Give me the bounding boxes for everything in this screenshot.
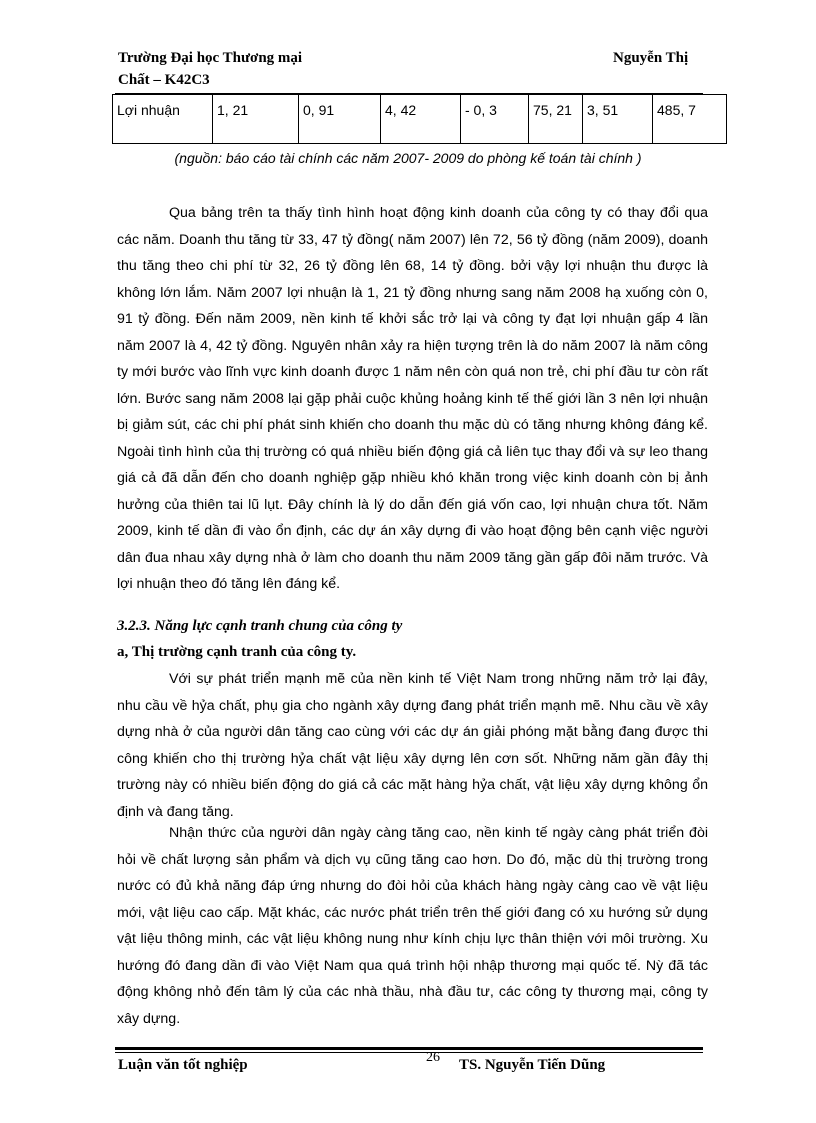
table-source-note: (nguồn: báo cáo tài chính các năm 2007- 2009 do phòng kế toán tài chính )	[174, 150, 642, 166]
paragraph-awareness: Nhận thức của người dân ngày càng tăng cao, nền kinh tế ngày càng phát triển đòi hỏi về chất lượng sản phẩm và dịch vụ cũng tăng cao hơn. Do đó, mặc dù thị trường trong nước có đủ khả năng đáp ứng nhưng do đòi hỏi của khách hàng ngày càng cao về vật liệu mới, vật liệu cao cấp. Mặt khác, các nước phát triển trên thế giới đang có xu hướng sử dụng vật liệu thông minh, các vật liệu không nung như kính chịu lực thân thiện với môi trường. Xu hướng đó đang dần đi vào Việt Nam qua quá trình hội nhập thương mại quốc tế. Nỳ đã tác động không nhỏ đến tâm lý của các nhà thầu, nhà đầu tư, các công ty thương mại, công ty xây dựng.	[117, 825, 708, 1027]
supervisor-name: TS. Nguyễn Tiến Dũng	[459, 1057, 606, 1073]
footer-divider-thin	[115, 1052, 703, 1053]
profit-table	[112, 94, 727, 144]
page-number: 26	[426, 1050, 440, 1065]
table-cell: - 0, 3	[461, 95, 529, 144]
school-name: Trường Đại học Thương mại	[118, 50, 303, 66]
table-cell: 75, 21	[529, 95, 583, 144]
table-cell: 4, 42	[381, 95, 461, 144]
author-name: Nguyễn Thị	[613, 50, 689, 66]
paragraph-analysis: Qua bảng trên ta thấy tình hình hoạt động kinh doanh của công ty có thay đổi qua các năm. Doanh thu tăng từ 33, 47 tỷ đồng( năm 2007) lên 72, 56 tỷ đồng (năm 2009), doanh thu tăng theo chi phí từ 32, 26 tỷ đồng lên 68, 14 tỷ đồng. bởi vậy lợi nhuận thu được là không lớn lắm. Năm 2007 lợi nhuận là 1, 21 tỷ đồng nhưng sang năm 2008 hạ xuống còn 0, 91 tỷ đồng. Đến năm 2009, nền kinh tế khởi sắc trở lại và công ty đạt lợi nhuận gấp 4 lần năm 2007 là 4, 42 tỷ đồng. Nguyên nhân xảy ra hiện tượng trên là do năm 2007 là năm công ty mới bước vào lĩnh vực kinh doanh được 1 năm nên còn quá non trẻ, chi phí đầu tư còn rất lớn. Bước sang năm 2008 lại gặp phải cuộc khủng hoảng kinh tế thế giới lần 3 nên lợi nhuận bị giảm sút, các chi phí phát sinh khiến cho doanh thu mặc dù có tăng nhưng không đáng kể. Ngoài tình hình của thị trường có quá nhiều biến động giá cả liên tục thay đổi và sự leo thang giá cả đã dẫn đến cho doanh nghiệp gặp nhiều khó khăn trong việc kinh doanh còn bị ảnh hưởng của thiên tai lũ lụt. Đây chính là lý do dẫn đến giá vốn cao, lợi nhuận chưa tốt. Năm 2009, kinh tế dần đi vào ổn định, các dự án xây dựng đi vào hoạt động bên cạnh việc người dân đua nhau xây dựng nhà ở làm cho doanh thu năm 2009 tăng gần gấp đôi năm trước. Và lợi nhuận theo đó tăng lên đáng kể.	[117, 205, 708, 592]
section-heading: 3.2.3. Năng lực cạnh tranh chung của công ty	[117, 618, 403, 634]
table-cell: 485, 7	[653, 95, 727, 144]
table-cell: 3, 51	[583, 95, 653, 144]
class-code: Chất – K42C3	[118, 72, 210, 88]
table-cell: 0, 91	[299, 95, 381, 144]
footer-divider-thick	[115, 1047, 703, 1050]
table-cell: 1, 21	[213, 95, 299, 144]
paragraph-market: Với sự phát triển mạnh mẽ của nền kinh tế Việt Nam trong những năm trở lại đây, nhu cầu về hỷa chất, phụ gia cho ngành xây dựng đang phát triển mạnh mẽ. Nhu cầu về xây dựng nhà ở của người dân tăng cao cùng với các dự án giải phóng mặt bằng đang được thi công khiến cho thị trường hỷa chất vật liệu xây dựng lên cơn sốt. Những năm gần đây thị trường này có nhiều biến động do giá cả các mặt hàng hỷa chất, vật liệu xây dựng không ổn định và đang tăng.	[117, 671, 708, 820]
table-cell: Lợi nhuận	[113, 95, 213, 144]
subsection-heading: a, Thị trường cạnh tranh của công ty.	[117, 644, 357, 660]
thesis-label: Luận văn tốt nghiệp	[118, 1057, 248, 1073]
table-row	[113, 95, 727, 144]
